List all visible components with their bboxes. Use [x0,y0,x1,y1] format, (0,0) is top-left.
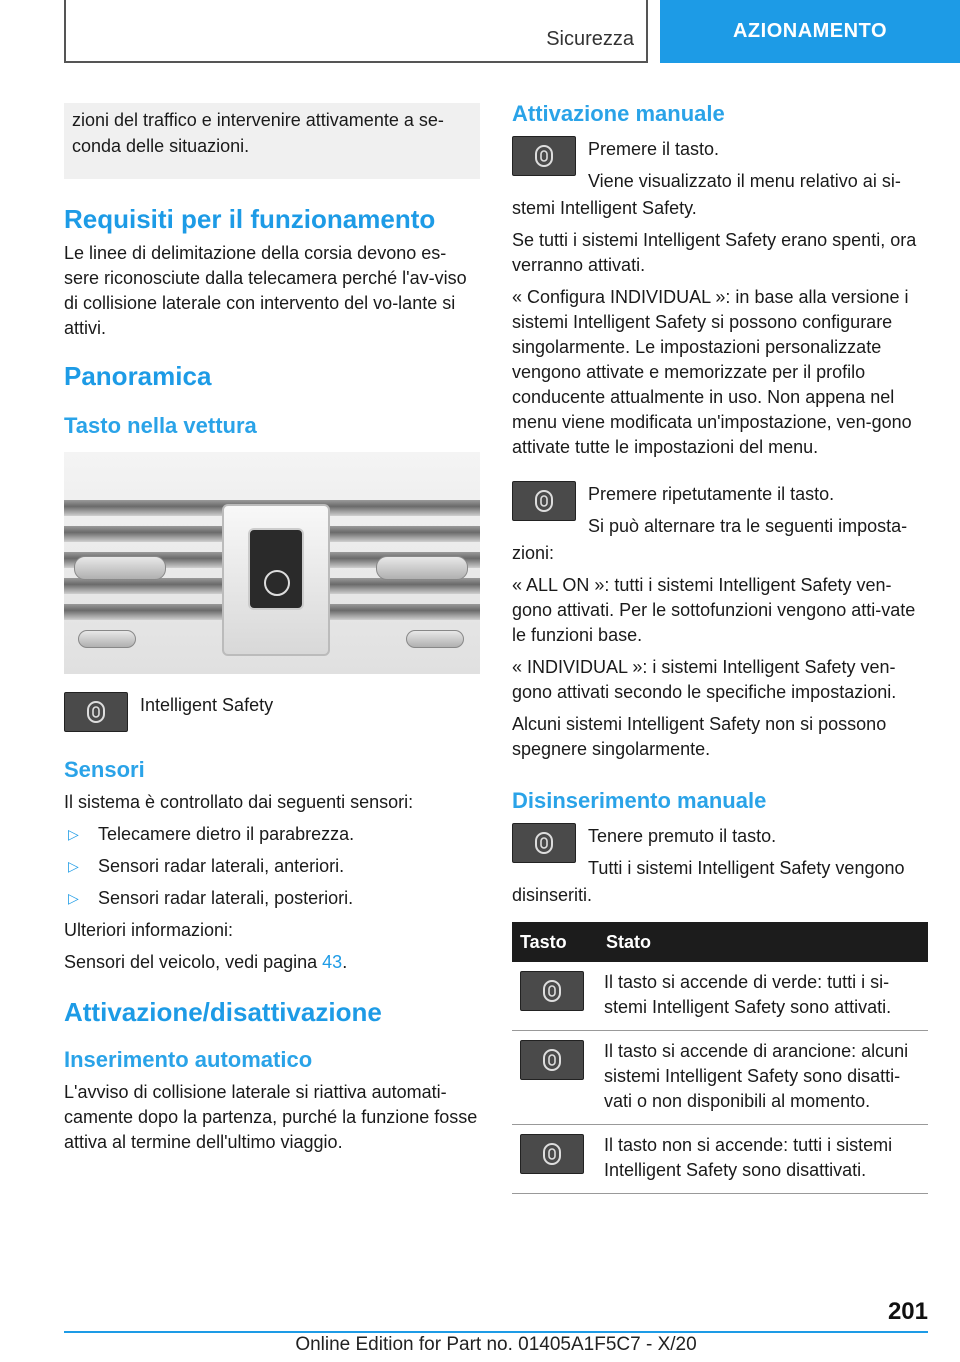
paragraph-ulteriori: Ulteriori informazioni: [64,920,234,940]
paragraph-spenti: Se tutti i sistemi Intelligent Safety erano spenti, ora verranno attivati. [512,230,917,275]
intelligent-safety-icon [512,823,576,863]
step3-line-b: Tutti i sistemi Intelligent Safety vengono [588,858,905,878]
step3-line-a: Tenere premuto il tasto. [588,826,777,846]
intelligent-safety-icon [520,1134,584,1174]
step2-line-c: zioni: [512,543,555,563]
intelligent-safety-icon [520,1040,584,1080]
step1-line-c: stemi Intelligent Safety. [512,198,697,218]
step3-line-c: disinseriti. [512,885,593,905]
list-item: ▷ Sensori radar laterali, anteriori. [64,854,480,879]
table-cell-status: Il tasto si accende di arancione: alcuni sistemi Intelligent Safety sono disatti-vati o non disponibili al momento. [604,1031,928,1125]
icon-legend-row [64,692,480,732]
list-item: ▷ Telecamere dietro il parabrezza. [64,822,480,847]
page-number: 201 [887,1298,928,1325]
icon-legend-label: Intelligent Safety [140,695,274,715]
paragraph-allon: « ALL ON »: tutti i sistemi Intelligent Safety ven-gono attivati. Per le sottofunzioni vengono atti-vate le funzioni base. [512,575,916,645]
car-button-photo [64,452,480,674]
heading-panoramica: Panoramica [64,361,212,391]
paragraph-inserimento: L'avviso di collisione laterale si riattiva automati-camente dopo la partenza, purché la funzione fosse attiva al termine dell'ultimo viaggio. [64,1082,478,1152]
left-column [64,103,480,1162]
step-activate [512,136,928,194]
right-column [512,100,928,1194]
paragraph-sensori: Il sistema è controllato dai seguenti sensori: [64,792,414,812]
table-header-stato: Stato [604,922,928,962]
paragraph-sensori-veicolo: Sensori del veicolo, vedi pagina 43. [64,952,348,972]
step-repeat [512,481,928,539]
page-reference-link[interactable]: 43 [322,952,343,972]
header-section-title: Sicurezza [546,28,634,50]
triangle-bullet-icon: ▷ [68,890,79,906]
heading-disinserimento: Disinserimento manuale [512,788,767,813]
heading-sensori: Sensori [64,757,145,782]
list-item: ▷ Sensori radar laterali, posteriori. [64,886,480,911]
paragraph-requisiti: Le linee di delimitazione della corsia devono es-sere riconosciute dalla telecamera perché l'av-viso di collisione laterale con intervento del vo-lante si attivi. [64,243,467,338]
heading-tasto: Tasto nella vettura [64,413,257,438]
intelligent-safety-icon [64,692,128,732]
note-box [64,103,480,179]
paragraph-configura: « Configura INDIVIDUAL »: in base alla versione i sistemi Intelligent Safety si possono configurare singolarmente. Le impostazioni personalizzate vengono attivate e memorizzate per il profilo conducente attualmente in uso. Non appena nel menu viene modificata un'impostazione, ven-gono attivate tutte le impostazioni del menu. [512,287,912,457]
table-cell-status: Il tasto si accende di verde: tutti i si-stemi Intelligent Safety sono attivati. [604,962,928,1031]
table-row [512,1125,928,1194]
note-text: zioni del traffico e intervenire attivamente a se-conda delle situazioni. [72,110,444,156]
step1-line-b: Viene visualizzato il menu relativo ai si- [588,171,901,191]
control-panel [222,504,330,656]
footer-edition: Online Edition for Part no. 01405A1F5C7 - X/20 [295,1334,697,1355]
triangle-bullet-icon: ▷ [68,858,79,874]
status-table [512,922,928,1194]
paragraph-individual: « INDIVIDUAL »: i sistemi Intelligent Safety ven-gono attivati secondo le specifiche impostazioni. [512,657,897,702]
intelligent-safety-icon [512,136,576,176]
step2-line-a: Premere ripetutamente il tasto. [588,484,835,504]
sensor-list [64,822,480,911]
table-row [512,1031,928,1125]
paragraph-alcuni: Alcuni sistemi Intelligent Safety non si possono spegnere singolarmente. [512,714,887,759]
heading-attivazione: Attivazione/disattivazione [64,997,382,1027]
header-chapter-tab[interactable]: AZIONAMENTO [660,0,960,63]
intelligent-safety-physical-button[interactable] [248,528,304,610]
intelligent-safety-icon [512,481,576,521]
table-cell-status: Il tasto non si accende: tutti i sistemi Intelligent Safety sono disattivati. [604,1125,928,1194]
heading-requisiti: Requisiti per il funzionamento [64,204,436,234]
step-deactivate [512,823,928,881]
step2-line-b: Si può alternare tra le seguenti imposta- [588,516,908,536]
heading-inserimento: Inserimento automatico [64,1047,313,1072]
heading-attivazione-manuale: Attivazione manuale [512,101,725,126]
table-header-tasto: Tasto [512,922,604,962]
step1-line-a: Premere il tasto. [588,139,720,159]
intelligent-safety-icon [520,971,584,1011]
table-row [512,962,928,1031]
triangle-bullet-icon: ▷ [68,826,79,842]
footer-divider [64,1331,928,1333]
